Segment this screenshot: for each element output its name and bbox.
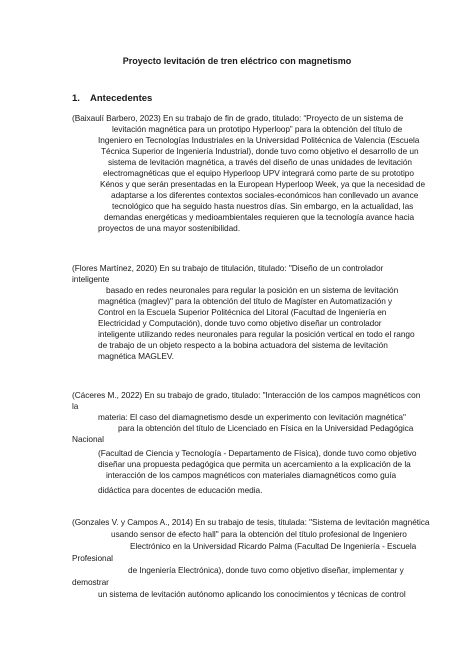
document-title: Proyecto levitación de tren eléctrico con magnetismo <box>122 56 352 66</box>
section-heading <box>72 93 152 105</box>
text-line: materia: El caso del diamagnetismo desde un experimento con levitación magnética" <box>98 412 406 422</box>
text-line: Kénos y que serán presentadas en la European Hyperloop Week, ya que la necesidad de <box>100 179 426 189</box>
text-line: Profesional <box>72 553 113 563</box>
text-line: Electricidad y Computación), donde tuvo como objetivo diseñar un controlador <box>98 318 382 328</box>
text-line: electromagnéticas que el equipo Hyperloop UPV integrará como parte de su prototipo <box>103 168 414 178</box>
text-line: levitación magnética para un prototipo Hyperloop” para la obtención del título de <box>112 124 403 134</box>
text-line: Nacional <box>72 434 104 444</box>
text-line: de Ingeniería Electrónica), donde tuvo como objetivo diseñar, implementar y <box>128 565 404 575</box>
text-line: inteligente utilizando redes neuronales para regular la posición vertical en todo el rango <box>98 329 415 339</box>
text-line: (Cáceres M., 2022) En su trabajo de grado, titulado: "Interacción de los campos magnéticos con <box>72 390 421 400</box>
text-line: usando sensor de efecto hall" para la obtención del título profesional de Ingeniero <box>111 529 407 539</box>
text-line: didáctica para docentes de educación media. <box>98 485 263 495</box>
text-line: magnética (maglev)" para la obtención del título de Magíster en Automatización y <box>98 296 393 306</box>
text-line: tecnológico que ha seguido hasta nuestros días. Sin embargo, en la actualidad, las <box>112 201 414 211</box>
text-line: la <box>72 401 79 411</box>
text-line: demostrar <box>72 577 109 587</box>
text-line: sistema de levitación magnética, a través del diseño de unas unidades de levitación <box>108 157 412 167</box>
text-line: magnética MAGLEV. <box>98 351 174 361</box>
text-line: de trabajo de un objeto respecto a la bobina actuadora del sistema de levitación <box>98 340 388 350</box>
text-line: Ingeniero en Tecnologías Industriales en la Universidad Politécnica de Valencia (Escuela <box>98 135 420 145</box>
text-line: diseñar una propuesta pedagógica que permita un acercamiento a la explicación de la <box>98 459 411 469</box>
text-line: proyectos de una mayor sostenibilidad. <box>98 223 240 233</box>
text-line: inteligente <box>72 274 110 284</box>
text-line: un sistema de levitación autónomo aplicando los conocimientos y técnicas de control <box>98 589 406 599</box>
text-line: Control en la Escuela Superior Politécnica del Litoral (Facultad de Ingeniería en <box>98 307 387 317</box>
section-number: 1. <box>72 93 80 104</box>
text-line: (Flores Martínez, 2020) En su trabajo de titulación, titulado: "Diseño de un controlador <box>72 263 384 273</box>
text-line: (Facultad de Ciencia y Tecnología - Departamento de Física), donde tuvo como objetivo <box>98 448 417 458</box>
text-line: para la obtención del título de Licenciado en Física en la Universidad Pedagógica <box>118 423 414 433</box>
text-line: (Gonzales V. y Campos A., 2014) En su trabajo de tesis, titulada: "Sistema de levitación magnética <box>72 517 430 527</box>
text-line: demandas energéticas y medioambientales requieren que la tecnología avance hacia <box>104 212 415 222</box>
text-line: basado en redes neuronales para regular la posición en un sistema de levitación <box>106 285 399 295</box>
section-title: Antecedentes <box>90 93 153 104</box>
text-line: (Baixaulí Barbero, 2023) En su trabajo de fin de grado, titulado: “Proyecto de un sistema de <box>72 113 404 123</box>
text-line: adaptarse a los diferentes contextos sociales-económicos han conllevado un avance <box>111 190 419 200</box>
text-line: Electrónico en la Universidad Ricardo Palma (Facultad De Ingeniería - Escuela <box>130 541 417 551</box>
text-line: Técnica Superior de Ingeniería Industrial), donde tuvo como objetivo el desarrollo de un <box>101 146 419 156</box>
text-line: interacción de los campos magnéticos con materiales diamagnéticos como guía <box>106 470 397 480</box>
